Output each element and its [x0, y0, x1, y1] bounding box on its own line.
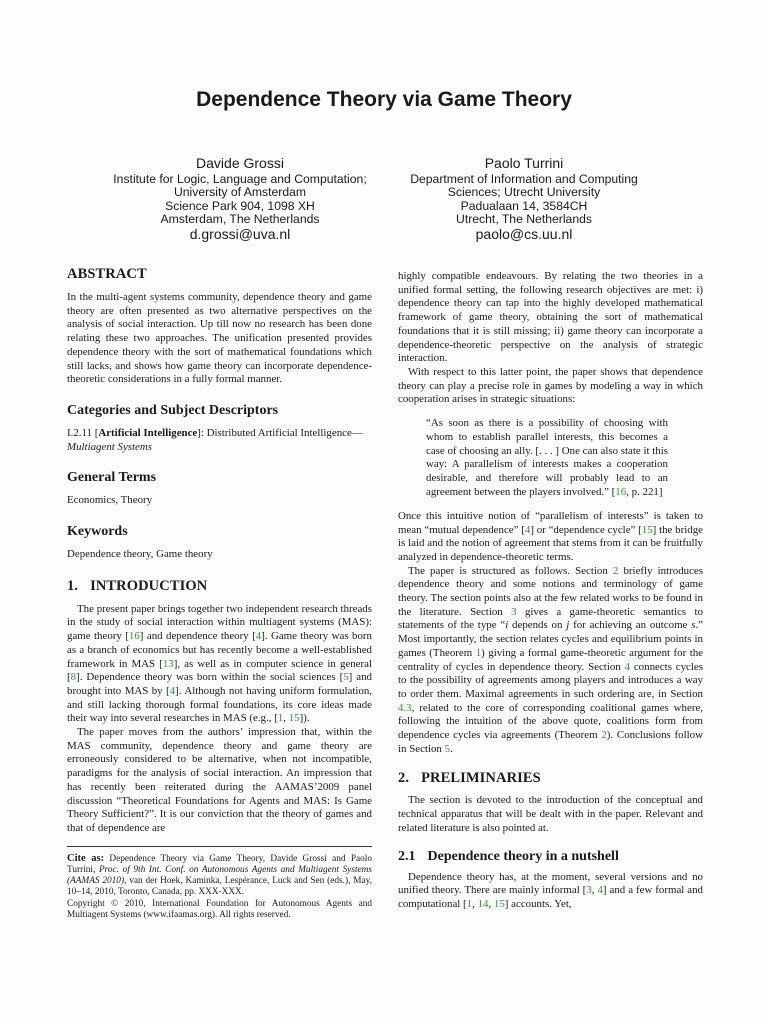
author-name: Davide Grossi	[196, 155, 284, 171]
intro-paragraph-2: The paper moves from the authors’ impression that, within the MAS community, dependence theory and game theory are erroneously considered to be alternative, when not incompatible, paradigms for the analysis of social interaction. An impression that has recently been reiterated during the AAMAS’2009 panel discussion “Theoretical Foundations for Agents and MAS: Is Game Theory Sufficient?”. It is our conviction that the theory of games and that of dependence are	[67, 726, 372, 834]
citation-link[interactable]: 15	[493, 897, 505, 910]
affiliation-line: Amsterdam, The Netherlands	[160, 212, 320, 226]
section-link[interactable]: 5	[444, 742, 451, 755]
affiliation-line: Padualaan 14, 3584CH	[460, 198, 588, 213]
theorem-link[interactable]: 1	[475, 646, 482, 659]
section-link[interactable]: 4	[624, 660, 631, 673]
affiliation-line: Science Park 904, 1098 XH	[165, 198, 315, 213]
citation-link[interactable]: 3	[586, 884, 592, 897]
affiliation-line: Institute for Logic, Language and Computation;	[113, 171, 367, 186]
theorem-link[interactable]: 2	[601, 729, 607, 742]
section-heading-preliminaries: 2. PRELIMINARIES	[398, 770, 541, 787]
author-name: Paolo Turrini	[484, 155, 564, 171]
intro-paragraph-1: The present paper brings together two independent research threads in the study of social interaction within multiagent systems (MAS): game theory [16] and dependence theory [4]. Game theory was born as a branch of economics but has recently become a well-established framework in MAS [13], as well as in computer science in general [8]. Dependence theory was born within the social sciences [5] and brought into MAS by [4]. Although not having uniform formulation, and still lacking thorough formal foundations, its core ideas made their way into several researches in MAS (e.g., [1, 15]).	[67, 602, 372, 725]
citation-link[interactable]: 4	[169, 684, 176, 697]
abstract-heading: ABSTRACT	[67, 266, 147, 282]
copyright-text: Copyright © 2010, International Foundation for Autonomous Agents and Multiagent Systems (www.ifaamas.org). All rights reserved.	[67, 898, 372, 920]
abstract-text: In the multi-agent systems community, dependence theory and game theory are often presented as two alternative perspectives on the analysis of social interaction. Up till now no research has been done relating these two approaches. The unification presented provides dependence theory with the sort of mathematical foundations which still lacks, and shows how game theory can incorporate dependence-theoretic considerations in a fully formal manner.	[67, 291, 372, 386]
affiliation-line: University of Amsterdam	[173, 185, 307, 199]
paper-structure-paragraph: The paper is structured as follows. Section 2 briefly introduces dependence theory and some notions and terminology of game theory. The section points also at the few related works to be found in the literature. Section 3 gives a game-theoretic semantics to statements of the type “i depends on j for achieving an outcome s.” Most importantly, the section relates cycles and equilibrium points in games (Theorem 1) giving a formal game-theoretic argument for the centrality of cycles in dependence theory. Section 4 connects cycles to the possibility of agreements among players and introduces a way to order them. Maximal agreements in such ordering are, in Section 4.3, related to the core of corresponding coalitional games where, following the intuition of the above quote, coalitions form from dependence cycles via agreements (Theorem 2). Conclusions follow in Section 5.	[398, 564, 704, 755]
body-paragraph: Once this intuitive notion of “parallelism of interests” is taken to mean “mutual dependence” [4] or “dependence cycle” [15] the bridge is laid and the notion of agreement that stems from it can be fruitfully analyzed in dependence-theoretic terms.	[398, 509, 703, 563]
citation-link[interactable]: 16	[615, 486, 627, 499]
subsection-heading-nutshell: 2.1 Dependence theory in a nutshell	[398, 848, 619, 864]
citation-link[interactable]: 1	[277, 712, 284, 725]
section-link[interactable]: 3	[511, 605, 517, 618]
footnote-divider	[67, 846, 372, 847]
citation-link[interactable]: 4	[524, 523, 531, 536]
keywords-text: Dependence theory, Game theory	[67, 548, 213, 561]
categories-heading: Categories and Subject Descriptors	[67, 402, 279, 418]
affiliation-line: Sciences; Utrecht University	[447, 185, 601, 199]
general-terms-text: Economics, Theory	[67, 494, 153, 507]
paper-title: Dependence Theory via Game Theory	[196, 88, 572, 111]
citation-link[interactable]: 4	[255, 630, 262, 643]
citation-link[interactable]: 8	[70, 671, 77, 684]
categories-text: I.2.11 [Artificial Intelligence]: Distributed Artificial Intelligence—Multiagent Systems	[67, 426, 363, 453]
section-heading-introduction: 1. INTRODUCTION	[67, 577, 208, 594]
right-column	[398, 270, 703, 912]
citation-link[interactable]: 15	[288, 712, 300, 725]
author-email: paolo@cs.uu.nl	[475, 225, 573, 242]
citation-link[interactable]: 13	[162, 657, 174, 670]
citation-link[interactable]: 14	[477, 897, 489, 910]
general-terms-heading: General Terms	[67, 470, 157, 486]
block-quote: “As soon as there is a possibility of choosing with whom to establish parallel interests, this becomes a case of choosing an ally. [. . . ] One can also state it this way: A parallelism of interests makes a cooperation desirable, and therefore will probably lead to an agreement between the players involved.” [16, p. 221]	[426, 417, 668, 499]
keywords-heading: Keywords	[67, 524, 128, 540]
body-paragraph: With respect to this latter point, the paper shows that dependence theory can play a precise role in games by modeling a way in which cooperation arises in strategic situations:	[398, 365, 703, 406]
citation-link[interactable]: 16	[128, 630, 140, 643]
affiliation-line: Department of Information and Computing	[410, 171, 638, 186]
citation-link[interactable]: 5	[343, 671, 349, 684]
author-block-2	[374, 157, 674, 241]
left-column	[67, 266, 372, 921]
nutshell-text: Dependence theory has, at the moment, several versions and no unified theory. There are mainly informal [3, 4] and a few formal and computational [1, 14, 15] accounts. Yet,	[398, 870, 703, 910]
preliminaries-text: The section is devoted to the introduction of the conceptual and technical apparatus that will be dealt with in the paper. Relevant and related literature is also pointed at.	[398, 794, 703, 834]
body-paragraph: highly compatible endeavours. By relating the two theories in a unified formal setting, the following research objectives are met: i) dependence theory can tap into the highly developed mathematical framework of game theory, obtaining the sort of mathematical foundations that it is still missing; ii) game theory can incorporate a dependence-theoretic perspective on the analysis of strategic interaction.	[398, 270, 703, 365]
affiliation-line: Utrecht, The Netherlands	[456, 212, 592, 226]
citation-link[interactable]: 4	[597, 884, 603, 897]
citation-link[interactable]: 1	[466, 897, 473, 910]
author-block-1	[90, 157, 390, 241]
section-link[interactable]: 4.3	[398, 701, 412, 714]
citation-link[interactable]: 15	[641, 523, 653, 536]
author-email: d.grossi@uva.nl	[189, 225, 291, 242]
section-link[interactable]: 2	[612, 564, 619, 577]
cite-as-block: Cite as: Dependence Theory via Game Theory, Davide Grossi and Paolo Turrini, Proc. of 9th Int. Conf. on Autonomous Agents and Multiagent Systems (AAMAS 2010), van der Hoek, Kaminka, Lespérance, Luck and Sen (eds.), May, 10–14, 2010, Toronto, Canada, pp. XXX-XXX. Copyright © 2010, International Foundation for Autonomous Agents and Multiagent Systems (www.ifaamas.org). All rights reserved.	[67, 852, 373, 920]
